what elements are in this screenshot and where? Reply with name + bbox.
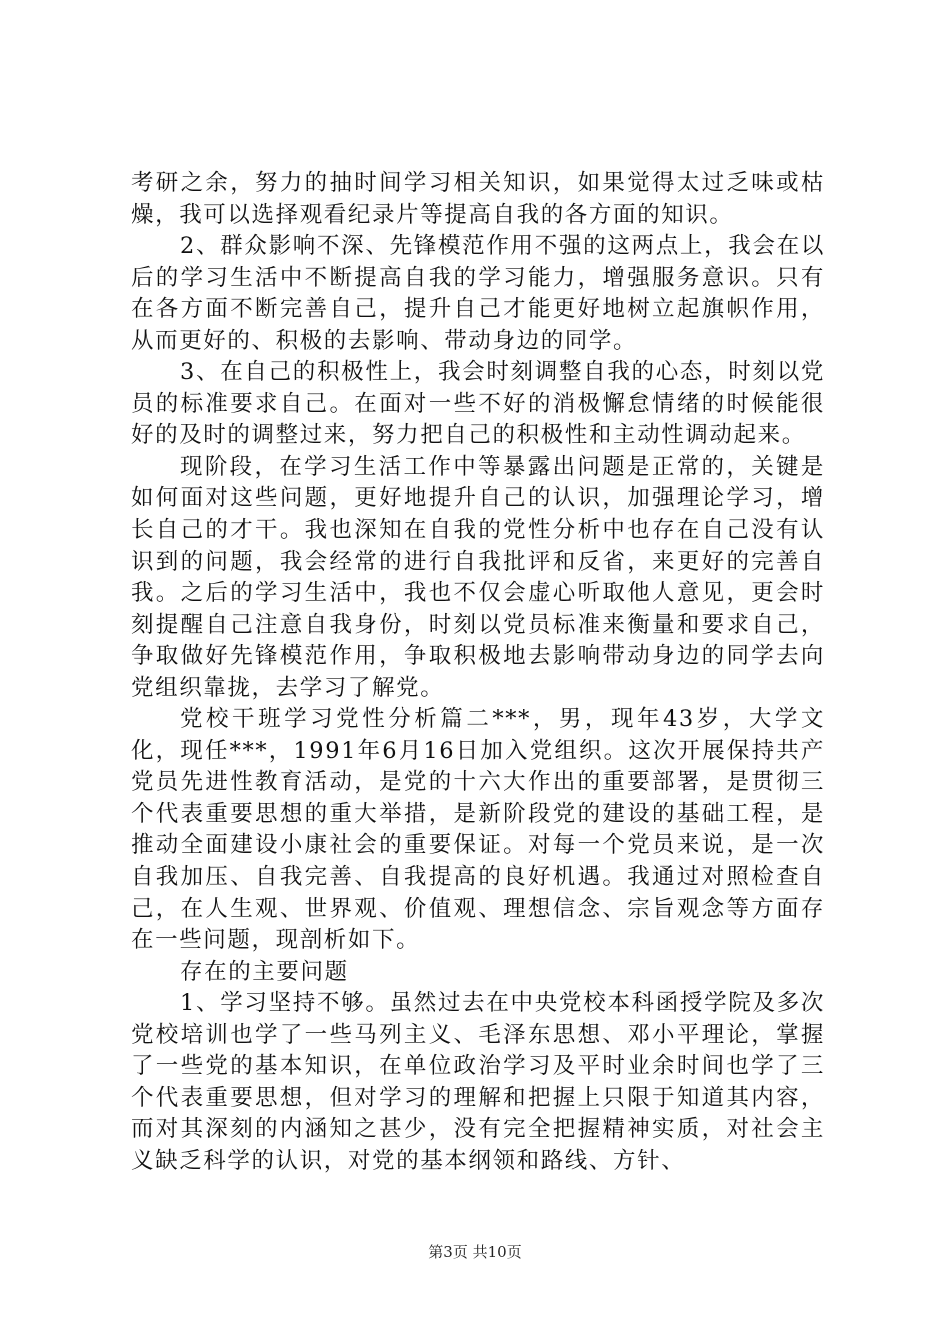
paragraph-2: 2、群众影响不深、先锋模范作用不强的这两点上，我会在以后的学习生活中不断提高自我的学习能力，增强服务意识。只有在各方面不断完善自己，提升自己才能更好地树立起旗帜作用，从而更好的、积极的去影响、带动身边的同学。 xyxy=(131,233,825,354)
paragraph-1: 考研之余，努力的抽时间学习相关知识，如果觉得太过乏味或枯燥，我可以选择观看纪录片等提高自我的各方面的知识。 xyxy=(131,170,825,228)
section-heading: 存在的主要问题 xyxy=(180,958,349,985)
page-footer: 第3页 共10页 xyxy=(428,1243,522,1261)
paragraph-3: 3、在自己的积极性上，我会时刻调整自我的心态，时刻以党员的标准要求自己。在面对一些不好的消极懈怠情绪的时候能很好的及时的调整过来，努力把自己的积极性和主动性调动起来。 xyxy=(131,359,825,449)
paragraph-6: 1、学习坚持不够。虽然过去在中央党校本科函授学院及多次党校培训也学了一些马列主义、毛泽东思想、邓小平理论，掌握了一些党的基本知识，在单位政治学习及平时业余时间也学了三个代表重要思想，但对学习的理解和把握上只限于知道其内容，而对其深刻的内涵知之甚少，没有完全把握精神实质，对社会主义缺乏科学的认识，对党的基本纲领和路线、方针、 xyxy=(131,990,825,1174)
paragraph-4: 现阶段，在学习生活工作中等暴露出问题是正常的，关键是如何面对这些问题，更好地提升自己的认识，加强理论学习，增长自己的才干。我也深知在自我的党性分析中也存在自己没有认识到的问题，我会经常的进行自我批评和反省，来更好的完善自我。之后的学习生活中，我也不仅会虚心听取他人意见，更会时刻提醒自己注意自我身份，时刻以党员标准来衡量和要求自己，争取做好先锋模范作用，争取积极地去影响带动身边的同学去向党组织靠拢，去学习了解党。 xyxy=(131,453,825,701)
paragraph-5: 党校干班学习党性分析篇二***，男，现年43岁，大学文化，现任***，1991年6月16日加入党组织。这次开展保持共产党员先进性教育活动，是党的十六大作出的重要部署，是贯彻三个代表重要思想的重大举措，是新阶段党的建设的基础工程，是推动全面建设小康社会的重要保证。对每一个党员来说，是一次自我加压、自我完善、自我提高的良好机遇。我通过对照检查自己，在人生观、世界观、价值观、理想信念、宗旨观念等方面存在一些问题，现剖析如下。 xyxy=(131,706,825,954)
document-body xyxy=(131,168,825,1178)
